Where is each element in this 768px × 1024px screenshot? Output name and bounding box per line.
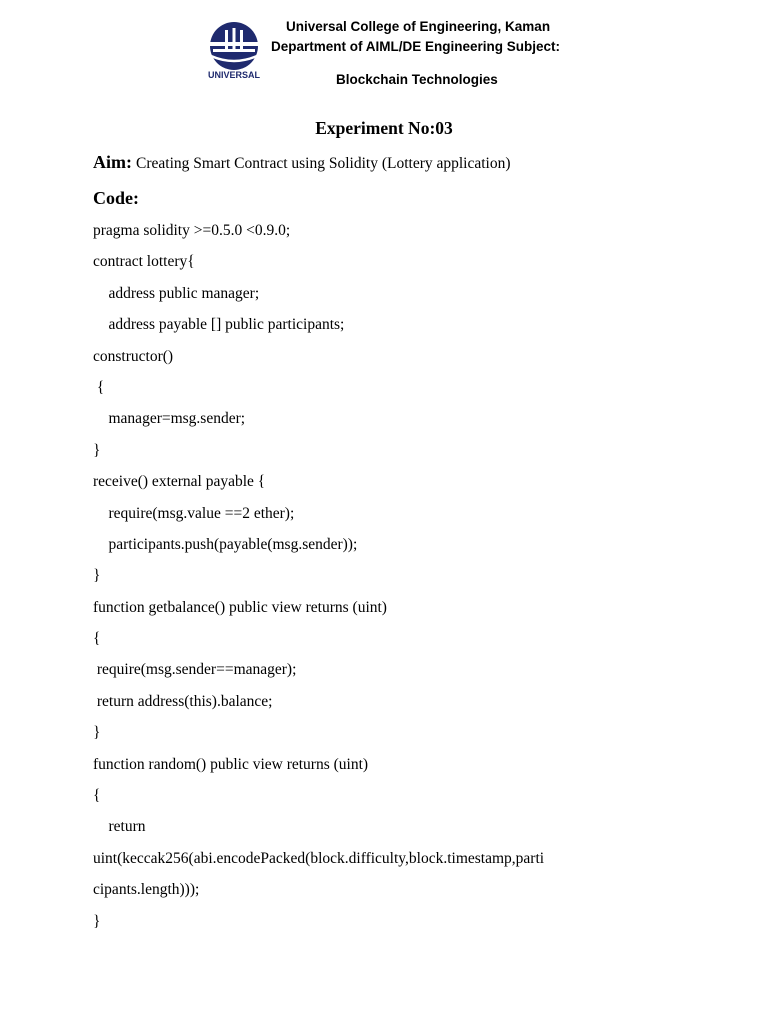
code-line: constructor() bbox=[93, 347, 174, 365]
code-line: { bbox=[93, 378, 105, 396]
code-line: { bbox=[93, 787, 101, 805]
code-line: } bbox=[93, 441, 101, 459]
aim-label: Aim: bbox=[93, 152, 132, 172]
code-line: } bbox=[93, 724, 101, 742]
code-line: function random() public view returns (uint) bbox=[93, 755, 369, 773]
code-line: contract lottery{ bbox=[93, 253, 195, 271]
code-line: } bbox=[93, 912, 101, 930]
code-line: function getbalance() public view returns (uint) bbox=[93, 598, 387, 616]
code-line: uint(keccak256(abi.encodePacked(block.difficulty,block.timestamp,parti bbox=[93, 849, 545, 867]
aim-text: Creating Smart Contract using Solidity (Lottery application) bbox=[136, 155, 511, 172]
department-subject: Department of AIML/DE Engineering Subject: bbox=[271, 39, 561, 54]
logo-text: UNIVERSAL bbox=[207, 70, 261, 80]
code-line: participants.push(payable(msg.sender)); bbox=[93, 535, 358, 553]
code-line: address public manager; bbox=[93, 284, 260, 302]
code-block bbox=[93, 221, 544, 943]
experiment-title: Experiment No:03 bbox=[315, 118, 453, 138]
code-line: { bbox=[93, 630, 101, 648]
subject-name: Blockchain Technologies bbox=[336, 72, 498, 87]
code-line: cipants.length))); bbox=[93, 881, 200, 899]
code-line: return address(this).balance; bbox=[93, 692, 273, 710]
code-line: pragma solidity >=0.5.0 <0.9.0; bbox=[93, 222, 291, 239]
code-line: require(msg.value ==2 ether); bbox=[93, 504, 295, 522]
aim-line bbox=[93, 152, 511, 173]
code-line: address payable [] public participants; bbox=[93, 316, 345, 334]
code-line: manager=msg.sender; bbox=[93, 410, 246, 428]
code-line: receive() external payable { bbox=[93, 473, 266, 491]
code-line: return bbox=[93, 818, 146, 836]
code-label: Code: bbox=[93, 188, 139, 208]
code-line: } bbox=[93, 567, 101, 585]
document-header bbox=[0, 0, 768, 100]
college-logo bbox=[203, 22, 265, 80]
college-name: Universal College of Engineering, Kaman bbox=[286, 19, 551, 34]
code-line: require(msg.sender==manager); bbox=[93, 661, 297, 679]
